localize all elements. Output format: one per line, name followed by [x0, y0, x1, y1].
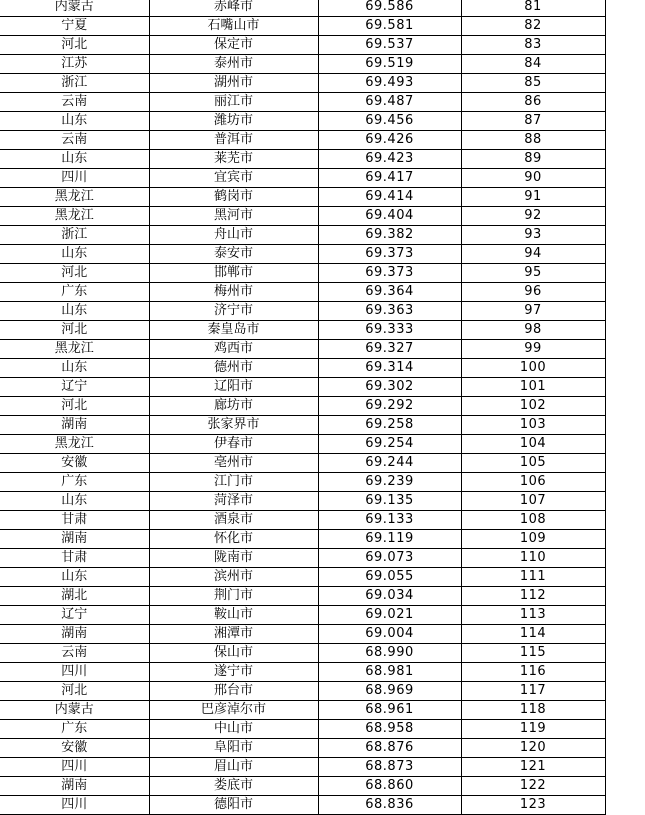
score-cell[interactable]: 69.239 [318, 473, 461, 492]
city-cell[interactable]: 赤峰市 [149, 0, 318, 17]
blank-cell [605, 416, 645, 435]
province-cell[interactable]: 安徽 [0, 739, 149, 758]
rank-cell[interactable]: 102 [461, 397, 605, 416]
table-row [0, 302, 645, 321]
rank-cell[interactable]: 94 [461, 245, 605, 264]
city-cell[interactable]: 鹤岗市 [149, 188, 318, 207]
blank-cell [605, 568, 645, 587]
province-cell[interactable]: 山东 [0, 492, 149, 511]
rank-cell[interactable]: 116 [461, 663, 605, 682]
province-cell[interactable]: 辽宁 [0, 606, 149, 625]
rank-cell[interactable]: 82 [461, 17, 605, 36]
rank-cell[interactable]: 100 [461, 359, 605, 378]
province-cell[interactable]: 山东 [0, 245, 149, 264]
blank-cell [605, 587, 645, 606]
table-row [0, 378, 645, 397]
score-cell[interactable]: 69.586 [318, 0, 461, 17]
rank-cell[interactable]: 111 [461, 568, 605, 587]
table-row [0, 188, 645, 207]
province-cell[interactable]: 安徽 [0, 454, 149, 473]
score-cell[interactable]: 69.363 [318, 302, 461, 321]
blank-cell [605, 74, 645, 93]
score-cell[interactable]: 69.493 [318, 74, 461, 93]
rank-cell[interactable]: 85 [461, 74, 605, 93]
table-row [0, 245, 645, 264]
score-cell[interactable]: 69.519 [318, 55, 461, 74]
rank-cell[interactable]: 87 [461, 112, 605, 131]
city-cell[interactable]: 莱芜市 [149, 150, 318, 169]
blank-cell [605, 549, 645, 568]
rank-cell[interactable]: 95 [461, 264, 605, 283]
city-cell[interactable]: 丽江市 [149, 93, 318, 112]
table-row [0, 150, 645, 169]
rank-cell[interactable]: 114 [461, 625, 605, 644]
table-row [0, 549, 645, 568]
table-row [0, 492, 645, 511]
blank-cell [605, 435, 645, 454]
city-cell[interactable]: 德州市 [149, 359, 318, 378]
score-cell[interactable]: 69.373 [318, 264, 461, 283]
table-row [0, 454, 645, 473]
province-cell[interactable]: 广东 [0, 283, 149, 302]
blank-cell [605, 397, 645, 416]
province-cell[interactable]: 广东 [0, 473, 149, 492]
score-cell[interactable]: 69.073 [318, 549, 461, 568]
rank-cell[interactable]: 120 [461, 739, 605, 758]
table-row [0, 264, 645, 283]
blank-cell [605, 150, 645, 169]
score-cell[interactable]: 69.417 [318, 169, 461, 188]
city-cell[interactable]: 保山市 [149, 644, 318, 663]
city-cell[interactable]: 普洱市 [149, 131, 318, 150]
province-cell[interactable]: 湖南 [0, 777, 149, 796]
city-cell[interactable]: 娄底市 [149, 777, 318, 796]
score-cell[interactable]: 69.373 [318, 245, 461, 264]
rank-cell[interactable]: 113 [461, 606, 605, 625]
score-cell[interactable]: 68.873 [318, 758, 461, 777]
blank-cell [605, 454, 645, 473]
city-cell[interactable]: 亳州市 [149, 454, 318, 473]
province-cell[interactable]: 江苏 [0, 55, 149, 74]
province-cell[interactable]: 湖北 [0, 587, 149, 606]
province-cell[interactable]: 云南 [0, 644, 149, 663]
score-cell[interactable]: 69.119 [318, 530, 461, 549]
blank-cell [605, 625, 645, 644]
city-cell[interactable]: 湖州市 [149, 74, 318, 93]
rank-cell[interactable]: 119 [461, 720, 605, 739]
province-cell[interactable]: 浙江 [0, 74, 149, 93]
table-row [0, 777, 645, 796]
blank-cell [605, 511, 645, 530]
score-cell[interactable]: 68.836 [318, 796, 461, 815]
blank-cell [605, 245, 645, 264]
table-row [0, 758, 645, 777]
table-row [0, 587, 645, 606]
city-cell[interactable]: 眉山市 [149, 758, 318, 777]
blank-cell [605, 112, 645, 131]
table-row [0, 739, 645, 758]
city-cell[interactable]: 廊坊市 [149, 397, 318, 416]
blank-cell [605, 606, 645, 625]
province-cell[interactable]: 云南 [0, 93, 149, 112]
table-row [0, 720, 645, 739]
city-cell[interactable]: 滨州市 [149, 568, 318, 587]
city-cell[interactable]: 阜阳市 [149, 739, 318, 758]
table-row [0, 644, 645, 663]
table-row [0, 606, 645, 625]
city-cell[interactable]: 江门市 [149, 473, 318, 492]
blank-cell [605, 644, 645, 663]
blank-cell [605, 473, 645, 492]
province-cell[interactable]: 湖南 [0, 530, 149, 549]
score-cell[interactable]: 69.004 [318, 625, 461, 644]
score-cell[interactable]: 69.426 [318, 131, 461, 150]
blank-cell [605, 739, 645, 758]
province-cell[interactable]: 山东 [0, 568, 149, 587]
score-cell[interactable]: 69.327 [318, 340, 461, 359]
province-cell[interactable]: 四川 [0, 169, 149, 188]
city-cell[interactable]: 邢台市 [149, 682, 318, 701]
blank-cell [605, 492, 645, 511]
blank-cell [605, 17, 645, 36]
score-cell[interactable]: 69.258 [318, 416, 461, 435]
province-cell[interactable]: 甘肃 [0, 549, 149, 568]
province-cell[interactable]: 山东 [0, 112, 149, 131]
table-row [0, 568, 645, 587]
rank-cell[interactable]: 110 [461, 549, 605, 568]
province-cell[interactable]: 河北 [0, 397, 149, 416]
table-row [0, 511, 645, 530]
rank-cell[interactable]: 91 [461, 188, 605, 207]
table-row [0, 682, 645, 701]
table-row [0, 701, 645, 720]
blank-cell [605, 207, 645, 226]
city-cell[interactable]: 济宁市 [149, 302, 318, 321]
rank-cell[interactable]: 105 [461, 454, 605, 473]
rank-cell[interactable]: 101 [461, 378, 605, 397]
blank-cell [605, 321, 645, 340]
city-cell[interactable]: 舟山市 [149, 226, 318, 245]
score-cell[interactable]: 68.958 [318, 720, 461, 739]
city-cell[interactable]: 辽阳市 [149, 378, 318, 397]
province-cell[interactable]: 河北 [0, 321, 149, 340]
province-cell[interactable]: 湖南 [0, 416, 149, 435]
score-cell[interactable]: 69.055 [318, 568, 461, 587]
province-cell[interactable]: 黑龙江 [0, 188, 149, 207]
city-cell[interactable]: 湘潭市 [149, 625, 318, 644]
province-cell[interactable]: 河北 [0, 682, 149, 701]
blank-cell [605, 663, 645, 682]
blank-cell [605, 720, 645, 739]
blank-cell [605, 188, 645, 207]
rank-cell[interactable]: 99 [461, 340, 605, 359]
city-cell[interactable]: 酒泉市 [149, 511, 318, 530]
city-cell[interactable]: 邯郸市 [149, 264, 318, 283]
province-cell[interactable]: 内蒙古 [0, 701, 149, 720]
province-cell[interactable]: 黑龙江 [0, 340, 149, 359]
score-cell[interactable]: 68.969 [318, 682, 461, 701]
rank-cell[interactable]: 81 [461, 0, 605, 17]
table-row [0, 283, 645, 302]
rank-cell[interactable]: 83 [461, 36, 605, 55]
table-row [0, 112, 645, 131]
city-cell[interactable]: 菏泽市 [149, 492, 318, 511]
score-cell[interactable]: 69.414 [318, 188, 461, 207]
rank-cell[interactable]: 118 [461, 701, 605, 720]
city-cell[interactable]: 中山市 [149, 720, 318, 739]
table-row [0, 796, 645, 815]
blank-cell [605, 340, 645, 359]
province-cell[interactable]: 四川 [0, 796, 149, 815]
city-cell[interactable]: 秦皇岛市 [149, 321, 318, 340]
blank-cell [605, 359, 645, 378]
province-cell[interactable]: 四川 [0, 663, 149, 682]
score-cell[interactable]: 69.364 [318, 283, 461, 302]
score-cell[interactable]: 69.456 [318, 112, 461, 131]
city-cell[interactable]: 遂宁市 [149, 663, 318, 682]
city-cell[interactable]: 巴彦淖尔市 [149, 701, 318, 720]
rank-cell[interactable]: 96 [461, 283, 605, 302]
score-cell[interactable]: 69.135 [318, 492, 461, 511]
blank-cell [605, 302, 645, 321]
province-cell[interactable]: 浙江 [0, 226, 149, 245]
score-cell[interactable]: 69.254 [318, 435, 461, 454]
score-cell[interactable]: 68.860 [318, 777, 461, 796]
score-cell[interactable]: 68.990 [318, 644, 461, 663]
table-row [0, 530, 645, 549]
blank-cell [605, 264, 645, 283]
table-row [0, 226, 645, 245]
province-cell[interactable]: 河北 [0, 264, 149, 283]
table-row [0, 473, 645, 492]
table-row [0, 663, 645, 682]
city-cell[interactable]: 泰安市 [149, 245, 318, 264]
rank-cell[interactable]: 84 [461, 55, 605, 74]
blank-cell [605, 777, 645, 796]
rank-cell[interactable]: 93 [461, 226, 605, 245]
city-cell[interactable]: 梅州市 [149, 283, 318, 302]
score-cell[interactable]: 69.423 [318, 150, 461, 169]
blank-cell [605, 55, 645, 74]
blank-cell [605, 701, 645, 720]
city-cell[interactable]: 潍坊市 [149, 112, 318, 131]
score-cell[interactable]: 69.021 [318, 606, 461, 625]
score-cell[interactable]: 69.404 [318, 207, 461, 226]
rank-cell[interactable]: 97 [461, 302, 605, 321]
rank-cell[interactable]: 106 [461, 473, 605, 492]
province-cell[interactable]: 山东 [0, 150, 149, 169]
rank-cell[interactable]: 103 [461, 416, 605, 435]
table-row [0, 435, 645, 454]
city-cell[interactable]: 鞍山市 [149, 606, 318, 625]
province-cell[interactable]: 宁夏 [0, 17, 149, 36]
city-cell[interactable]: 陇南市 [149, 549, 318, 568]
rank-cell[interactable]: 123 [461, 796, 605, 815]
rank-cell[interactable]: 115 [461, 644, 605, 663]
score-cell[interactable]: 69.302 [318, 378, 461, 397]
city-cell[interactable]: 鸡西市 [149, 340, 318, 359]
city-cell[interactable]: 石嘴山市 [149, 17, 318, 36]
city-cell[interactable]: 宜宾市 [149, 169, 318, 188]
score-cell[interactable]: 69.333 [318, 321, 461, 340]
blank-cell [605, 283, 645, 302]
table-row [0, 0, 645, 17]
blank-cell [605, 169, 645, 188]
score-cell[interactable]: 69.034 [318, 587, 461, 606]
table-row [0, 416, 645, 435]
province-cell[interactable]: 甘肃 [0, 511, 149, 530]
city-cell[interactable]: 张家界市 [149, 416, 318, 435]
city-cell[interactable]: 黑河市 [149, 207, 318, 226]
table-row [0, 207, 645, 226]
score-cell[interactable]: 69.133 [318, 511, 461, 530]
blank-cell [605, 796, 645, 815]
table-row [0, 93, 645, 112]
score-cell[interactable]: 68.961 [318, 701, 461, 720]
rank-cell[interactable]: 86 [461, 93, 605, 112]
province-cell[interactable]: 黑龙江 [0, 435, 149, 454]
rank-cell[interactable]: 107 [461, 492, 605, 511]
province-cell[interactable]: 黑龙江 [0, 207, 149, 226]
city-cell[interactable]: 德阳市 [149, 796, 318, 815]
city-cell[interactable]: 荆门市 [149, 587, 318, 606]
blank-cell [605, 682, 645, 701]
table-row [0, 625, 645, 644]
blank-cell [605, 758, 645, 777]
blank-cell [605, 530, 645, 549]
city-cell[interactable]: 保定市 [149, 36, 318, 55]
score-cell[interactable]: 69.314 [318, 359, 461, 378]
blank-cell [605, 0, 645, 17]
province-cell[interactable]: 湖南 [0, 625, 149, 644]
blank-cell [605, 226, 645, 245]
rank-cell[interactable]: 90 [461, 169, 605, 188]
rank-cell[interactable]: 88 [461, 131, 605, 150]
province-cell[interactable]: 山东 [0, 359, 149, 378]
rank-cell[interactable]: 104 [461, 435, 605, 454]
rank-cell[interactable]: 112 [461, 587, 605, 606]
score-cell[interactable]: 69.244 [318, 454, 461, 473]
score-cell[interactable]: 69.537 [318, 36, 461, 55]
province-cell[interactable]: 广东 [0, 720, 149, 739]
table-row [0, 131, 645, 150]
rank-cell[interactable]: 92 [461, 207, 605, 226]
table-row [0, 359, 645, 378]
rank-cell[interactable]: 98 [461, 321, 605, 340]
blank-cell [605, 93, 645, 112]
table-row [0, 340, 645, 359]
rank-cell[interactable]: 109 [461, 530, 605, 549]
blank-cell [605, 131, 645, 150]
province-cell[interactable]: 山东 [0, 302, 149, 321]
city-cell[interactable]: 伊春市 [149, 435, 318, 454]
province-cell[interactable]: 内蒙古 [0, 0, 149, 17]
table-row [0, 397, 645, 416]
province-cell[interactable]: 云南 [0, 131, 149, 150]
rank-cell[interactable]: 108 [461, 511, 605, 530]
rank-cell[interactable]: 122 [461, 777, 605, 796]
score-cell[interactable]: 68.981 [318, 663, 461, 682]
table-row [0, 55, 645, 74]
table-row [0, 36, 645, 55]
rank-cell[interactable]: 121 [461, 758, 605, 777]
score-cell[interactable]: 68.876 [318, 739, 461, 758]
province-cell[interactable]: 河北 [0, 36, 149, 55]
score-cell[interactable]: 69.292 [318, 397, 461, 416]
city-cell[interactable]: 怀化市 [149, 530, 318, 549]
rank-cell[interactable]: 89 [461, 150, 605, 169]
city-cell[interactable]: 泰州市 [149, 55, 318, 74]
blank-cell [605, 36, 645, 55]
table-row [0, 169, 645, 188]
table-row [0, 74, 645, 93]
province-cell[interactable]: 四川 [0, 758, 149, 777]
rank-cell[interactable]: 117 [461, 682, 605, 701]
table-row [0, 321, 645, 340]
score-cell[interactable]: 69.487 [318, 93, 461, 112]
table-row [0, 17, 645, 36]
province-cell[interactable]: 辽宁 [0, 378, 149, 397]
score-cell[interactable]: 69.382 [318, 226, 461, 245]
score-cell[interactable]: 69.581 [318, 17, 461, 36]
blank-cell [605, 378, 645, 397]
